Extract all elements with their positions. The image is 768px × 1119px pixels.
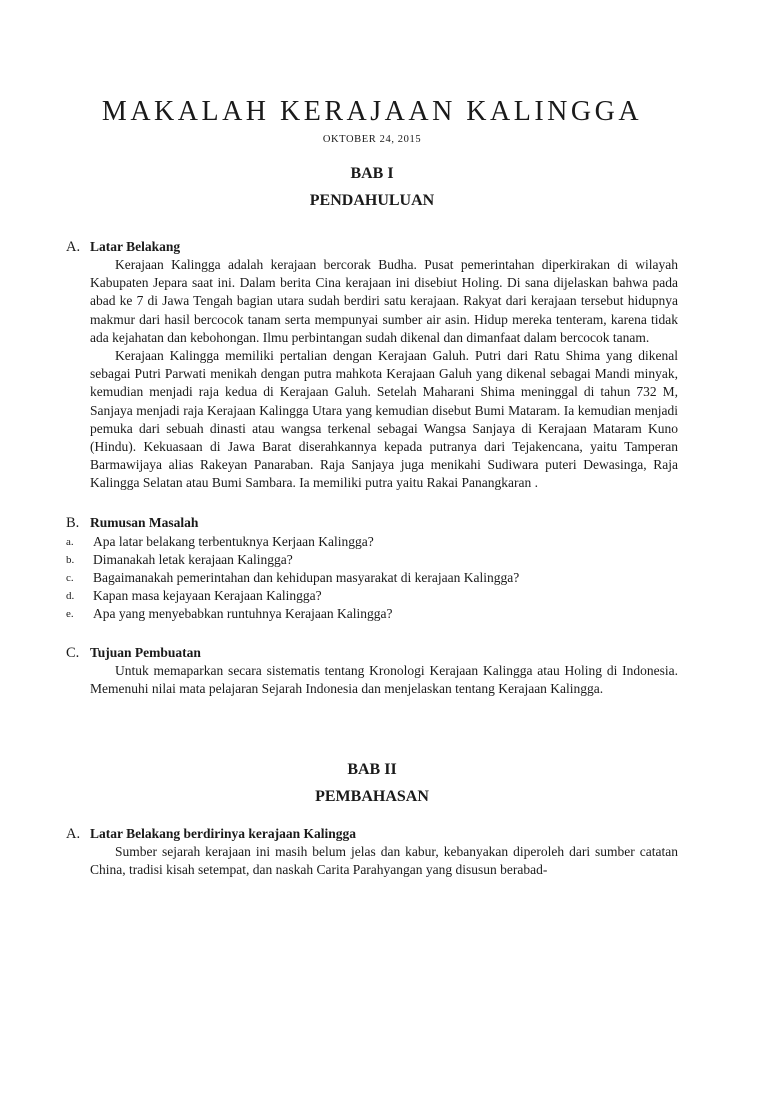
latar-belakang-paragraph-2: Kerajaan Kalingga memiliki pertalian dengan Kerajaan Galuh. Putri dari Ratu Shima yang dikenal sebagai Putri Parwati menikah dengan putra mahkota Kerajaan Galuh yang dikenal sebagai Mandi minyak, kemudian menjadi raja kedua di Kerajaan Galuh. Setelah Maharani Shima meninggal di tahun 732 M, Sanjaya menjadi raja Kerajaan Kalingga Utara yang kemudian disebut Bumi Mataram. Ia kemudian menjadi pemuka dari sebuah dinasti atau wangsa terkenal sebagai Wangsa Sanjaya di Kerajaan Mataram Kuno (Hindu). Kekuasaan di Jawa Barat diserahkannya kepada putranya dari Tejakencana, yaitu Tamperan Barmawijaya alias Rakeyan Panaraban. Raja Sanjaya juga menikahi Sudiwara puteri Dewasinga, Raja Kalingga Selatan atau Bumi Sambara. Ia memiliki putra yaitu Rakai Panangkaran . — [90, 348, 678, 491]
list-item-text: Apa yang menyebabkan runtuhnya Kerajaan Kalingga? — [93, 605, 393, 621]
document-page — [0, 95, 768, 1119]
pembahasan-paragraph: Sumber sejarah kerajaan ini masih belum jelas dan kabur, kebanyakan diperoleh dari sumber catatan China, tradisi kisah setempat, dan naskah Carita Parahyangan yang disusun berabad- — [90, 844, 678, 878]
list-item — [66, 551, 678, 569]
list-item-text: Dimanakah letak kerajaan Kalingga? — [93, 551, 293, 567]
latar-belakang-paragraph-1: Kerajaan Kalingga adalah kerajaan bercorak Budha. Pusat pemerintahan diperkirakan di wilayah Kabupaten Jepara saat ini. Dalam berita Cina kerajaan ini disebiut Holing. Di sana dijelaskan bahwa pada abad ke 7 di Jawa Tengah bagian utara sudah berdiri satu kerajaan. Rakyat dari kerajaan tersebut hidupnya makmur dari hasil bercocok tanam serta mempunyai sumber air asin. Hidup mereka tenteram, karena tidak ada kejahatan dan kebohongan. Ilmu perbintangan sudah dikenal dan dimanfaat dalam bercocok tanam. — [90, 257, 678, 345]
bab2-section-a-title: Latar Belakang berdirinya kerajaan Kalingga — [90, 826, 357, 842]
section-c-heading — [66, 644, 678, 662]
section-b-letter: B. — [66, 514, 80, 531]
bab1-subheading: PENDAHULUAN — [309, 192, 435, 209]
list-item — [66, 533, 678, 551]
list-item-text: Kapan masa kejayaan Kerajaan Kalingga? — [93, 587, 322, 603]
list-item-mark: a. — [66, 535, 74, 548]
list-item-text: Apa latar belakang terbentuknya Kerjaan Kalingga? — [93, 533, 374, 549]
list-item-mark: d. — [66, 589, 75, 602]
section-a-letter: A. — [66, 239, 81, 255]
document-title: MAKALAH KERAJAAN KALINGGA — [101, 96, 643, 127]
bab2-section-a-letter: A. — [66, 826, 81, 843]
bab2-heading: BAB II — [347, 761, 397, 779]
list-item-mark: b. — [66, 553, 75, 566]
tujuan-pembuatan-paragraph: Untuk memaparkan secara sistematis tentang Kronologi Kerajaan Kalingga atau Holing di Indonesia. Memenuhi nilai mata pelajaran Sejarah Indonesia dan menjelaskan tentang Kerajaan Kalingga. — [90, 662, 678, 696]
section-b-title: Rumusan Masalah — [90, 514, 199, 530]
section-c-title: Tujuan Pembuatan — [90, 644, 201, 660]
bab2-section-a-heading — [66, 825, 678, 843]
list-item — [66, 605, 678, 623]
bab1-heading: BAB I — [350, 165, 394, 182]
list-item-mark: e. — [66, 607, 74, 620]
section-b-heading — [66, 514, 678, 532]
section-c-letter: C. — [66, 644, 80, 661]
document-date: OKTOBER 24, 2015 — [322, 134, 422, 145]
bab2-subheading: PEMBAHASAN — [315, 788, 429, 806]
list-item — [66, 569, 678, 587]
list-item — [66, 587, 678, 605]
section-a-heading — [66, 238, 678, 256]
rumusan-masalah-list — [66, 533, 678, 623]
list-item-text: Bagaimanakah pemerintahan dan kehidupan masyarakat di kerajaan Kalingga? — [93, 569, 520, 585]
section-a-title: Latar Belakang — [90, 239, 181, 254]
list-item-mark: c. — [66, 571, 74, 584]
